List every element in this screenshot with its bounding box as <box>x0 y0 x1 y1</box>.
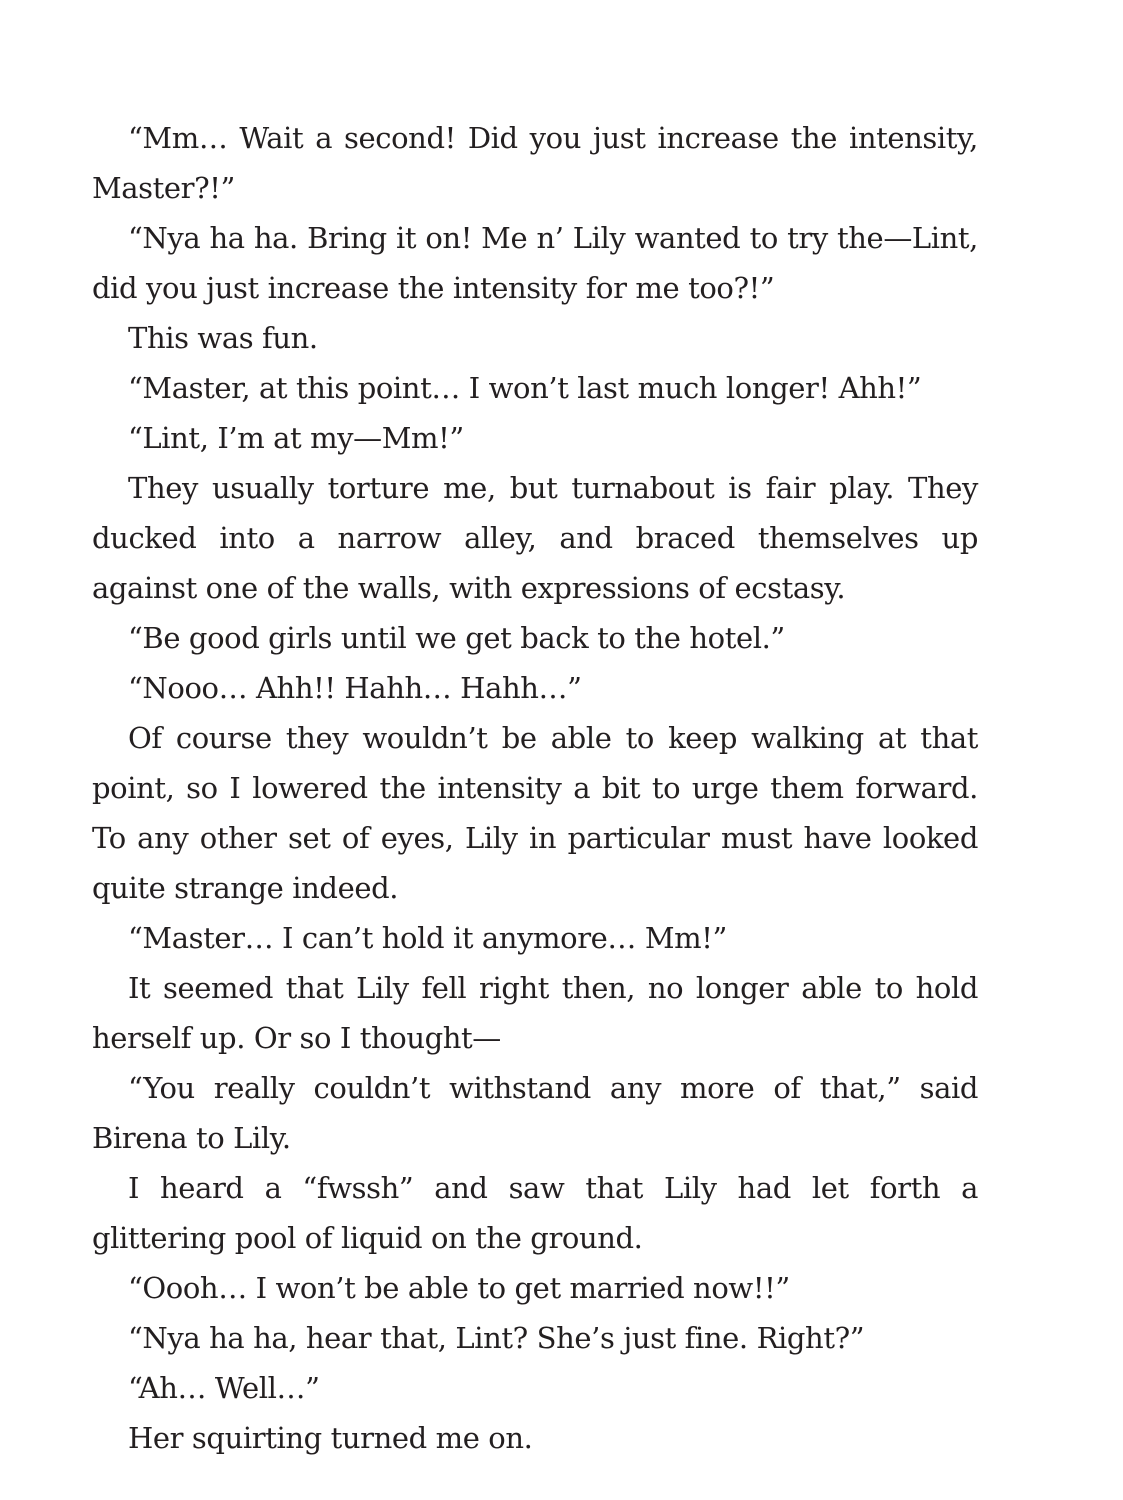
page-body <box>92 113 978 1463</box>
paragraph: Her squirting turned me on. <box>128 1421 533 1455</box>
paragraph: “Master, at this point… I won’t last much longer! Ahh!” <box>128 371 922 405</box>
paragraph: They usually torture me, but turnabout is fair play. They ducked into a narrow alley, and braced themselves up against one of the walls, with expressions of ecstasy. <box>92 471 978 605</box>
paragraph: Of course they wouldn’t be able to keep walking at that point, so I lowered the intensity a bit to urge them forward. To any other set of eyes, Lily in particular must have looked quite strange indeed. <box>92 721 978 905</box>
paragraph: I heard a “fwssh” and saw that Lily had let forth a glittering pool of liquid on the ground. <box>92 1171 978 1255</box>
paragraph: “Lint, I’m at my—Mm!” <box>128 421 464 455</box>
paragraph: “Master… I can’t hold it anymore… Mm!” <box>128 921 727 955</box>
paragraph: “Nya ha ha. Bring it on! Me n’ Lily wanted to try the—Lint, did you just increase the intensity for me too?!” <box>92 221 978 305</box>
paragraph: This was fun. <box>128 321 318 355</box>
paragraph: It seemed that Lily fell right then, no longer able to hold herself up. Or so I thought— <box>92 971 978 1055</box>
paragraph: “Oooh… I won’t be able to get married now!!” <box>128 1271 790 1305</box>
paragraph: “Ah… Well…” <box>128 1371 320 1405</box>
paragraph: “Mm… Wait a second! Did you just increase the intensity, Master?!” <box>92 121 978 205</box>
paragraph: “Nya ha ha, hear that, Lint? She’s just fine. Right?” <box>128 1321 865 1355</box>
paragraph: “Nooo… Ahh!! Hahh… Hahh…” <box>128 671 582 705</box>
paragraph: “You really couldn’t withstand any more of that,” said Birena to Lily. <box>92 1071 978 1155</box>
paragraph: “Be good girls until we get back to the hotel.” <box>128 621 785 655</box>
